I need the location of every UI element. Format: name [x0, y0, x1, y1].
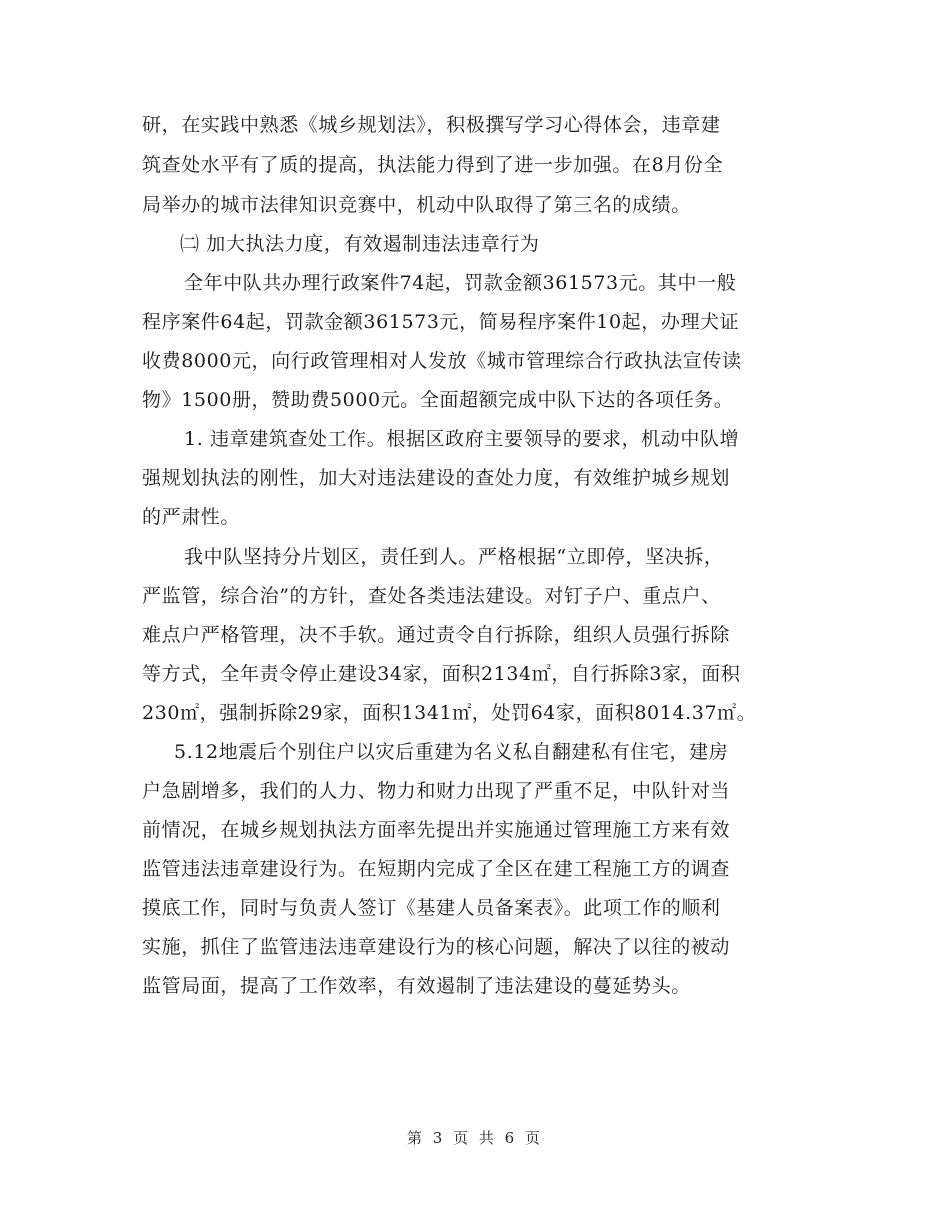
text-line: 前情况，在城乡规划执法方面率先提出并实施通过管理施工方来有效	[142, 819, 731, 841]
text-line: 收费8000元，向行政管理相对人发放《城市管理综合行政执法宣传读	[142, 350, 742, 372]
text-line: 5.12地震后个别住户以灾后重建为名义私自翻建私有住宅，建房	[174, 741, 729, 763]
text-line: 的严肃性。	[142, 506, 241, 528]
page-number-footer: 第 3 页 共 6 页	[407, 1129, 543, 1147]
text-line: 等方式，全年责令停止建设34家，面积2134㎡，自行拆除3家，面积	[142, 663, 741, 685]
text-line: 难点户严格管理，决不手软。通过责令自行拆除，组织人员强行拆除	[142, 624, 731, 646]
text-line: 实施，抓住了监管违法违章建设行为的核心问题，解决了以往的被动	[142, 936, 731, 958]
section-heading: ㈡ 加大执法力度，有效遏制违法违章行为	[180, 233, 540, 255]
text-line: 监管局面，提高了工作效率，有效遏制了违法建设的蔓延势头。	[142, 975, 691, 997]
text-line: 局举办的城市法律知识竞赛中，机动中队取得了第三名的成绩。	[142, 194, 691, 216]
text-line: 严监管，综合治”的方针，查处各类违法建设。对钉子户、重点户、	[142, 585, 721, 607]
text-line: 监管违法违章建设行为。在短期内完成了全区在建工程施工方的调查	[142, 858, 731, 880]
text-line: 全年中队共办理行政案件74起，罚款金额361573元。其中一般	[184, 272, 737, 294]
text-line: 研，在实践中熟悉《城乡规划法》，积极撰写学习心得体会，违章建	[142, 114, 721, 136]
text-line: 1. 违章建筑查处工作。根据区政府主要领导的要求，机动中队增	[184, 428, 740, 450]
text-line: 我中队坚持分片划区，责任到人。严格根据“立即停，坚决拆，	[184, 546, 724, 568]
text-line: 强规划执法的刚性，加大对违法建设的查处力度，有效维护城乡规划	[142, 467, 731, 489]
text-line: 户急剧增多，我们的人力、物力和财力出现了严重不足，中队针对当	[142, 780, 731, 802]
text-line: 程序案件64起，罚款金额361573元，简易程序案件10起，办理犬证	[142, 311, 740, 333]
text-line: 230㎡，强制拆除29家，面积1341㎡，处罚64家，面积8014.37㎡。	[142, 702, 757, 724]
text-line: 筑查处水平有了质的提高，执法能力得到了进一步加强。在8月份全	[142, 154, 724, 176]
text-line: 摸底工作，同时与负责人签订《基建人员备案表》。此项工作的顺利	[142, 897, 721, 919]
text-line: 物》1500册，赞助费5000元。全面超额完成中队下达的各项任务。	[142, 389, 734, 411]
